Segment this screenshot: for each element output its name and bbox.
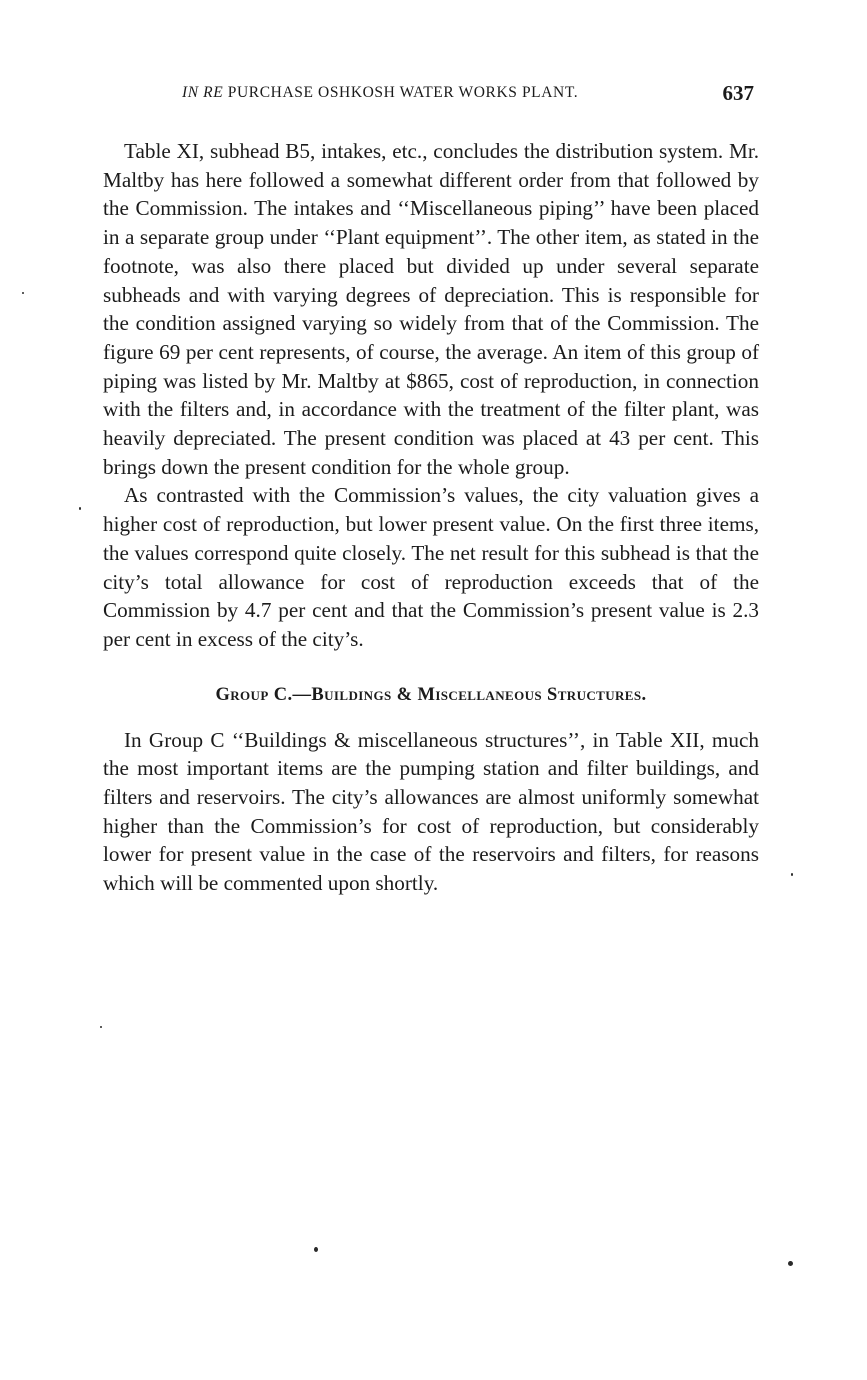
scan-speck: [100, 1026, 102, 1028]
scan-speck: [22, 292, 24, 294]
paragraph-city-valuation: As contrasted with the Commission’s values, the city valuation gives a higher cost of reproduction, but lower present value. On the first three items, the values correspond quite closely. The net result for this subhead is that the city’s total allowance for cost of reproduction exceeds that of the Commission by 4.7 per cent and that the Commission’s present value is 2.3 per cent in excess of the city’s.: [103, 483, 759, 651]
body-text: [103, 137, 759, 898]
scan-speck: [788, 1261, 793, 1266]
paragraph-distribution-system: Table XI, subhead B5, intakes, etc., concludes the distribution system. Mr. Maltby has here followed a somewhat different order from that followed by the Commission. The intakes and ‘‘Miscellaneous piping’’ have been placed in a separate group under ‘‘Plant equipment’’. The other item, as stated in the footnote, was also there placed but divided up under several separate subheads and with varying degrees of depreciation. This is responsible for the condition assigned varying so widely from that of the Commission. The figure 69 per cent represents, of course, the average. An item of this group of piping was listed by Mr. Maltby at $865, cost of reproduction, in connection with the filters and, in accordance with the treatment of the filter plant, was heavily depreciated. The present condition was placed at 43 per cent. This brings down the present condition for the whole group.: [103, 139, 759, 479]
page-number: 637: [722, 81, 754, 105]
running-title-italic: IN RE: [182, 84, 224, 101]
running-head: [102, 82, 762, 108]
section-heading-group-c: Group C.—Buildings & Miscellaneous Structures.: [215, 684, 647, 705]
scan-speck: [314, 1247, 318, 1252]
running-title: [182, 84, 578, 102]
scan-speck: [791, 873, 793, 876]
paragraph-group-c: In Group C ‘‘Buildings & miscellaneous structures’’, in Table XII, much the most important items are the pumping station and filter buildings, and filters and reservoirs. The city’s allowances are almost uniformly somewhat higher than the Commission’s for cost of reproduction, but considerably lower for present value in the case of the reservoirs and filters, for reasons which will be commented upon shortly.: [103, 727, 759, 896]
running-title-text: PURCHASE OSHKOSH WATER WORKS PLANT.: [223, 84, 579, 101]
scan-speck: [79, 507, 81, 510]
